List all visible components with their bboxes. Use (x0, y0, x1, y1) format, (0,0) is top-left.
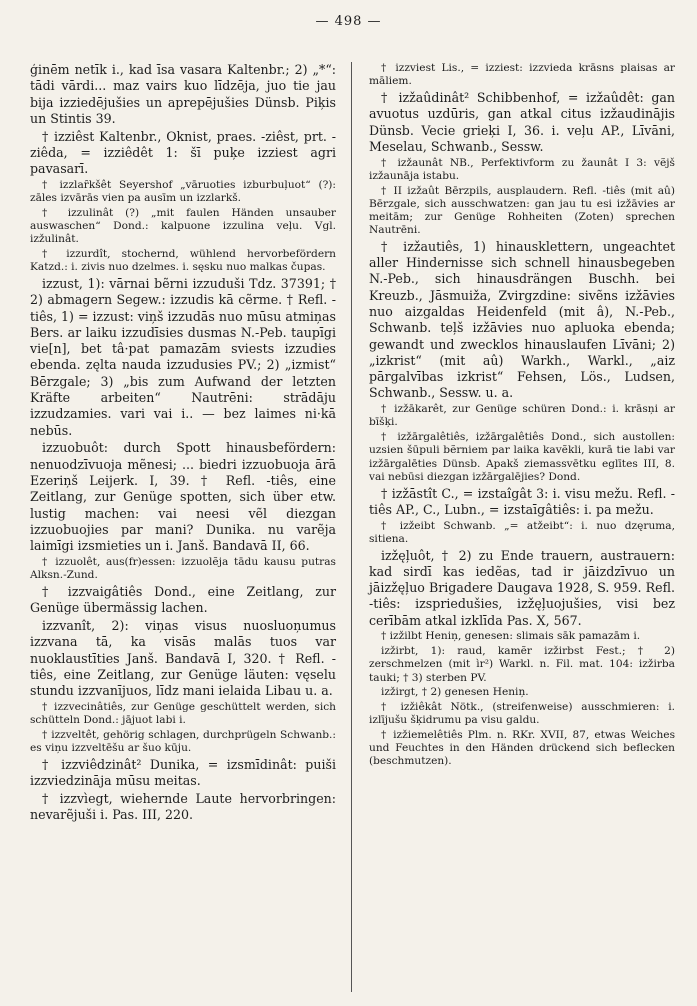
dictionary-entry: † izzvaigâtiês Dond., eine Zeitlang, zur Genüge übermässig lachen. (30, 583, 336, 616)
dictionary-entry: † izžautiês, 1) hinausklettern, ungeachtet aller Hindernisse sich schnell hinausbegeben N.-Peb., sich hinausdrängen Buschh. bei Kreuzb., Jāsmuiža, Zvirgzdine: sivẽns izžāvies nuo aizgaldas Heidenfeld (mit â), N.-Peb., Schwanb. teļš izžāvies nuo apluoka ebenda; gewandt und zwecklos hinauslaufen Līvāni; 2) „izkrist“ (mit aû) Warkh., Warkl., „aiz pārgalvības izkrist“ Fehsen, Lös., Ludsen, Schwanb., Sessw. u. a. (369, 238, 675, 401)
dictionary-entry: izzvanît, 2): viņas visus nuosluoņumus izzvana tā, ka visās malās tuos var nuoklaustīties Janš. Bandavā I, 320. † Refl. -tiês, eine Zeitlang, zur Genüge läuten: vęselu stundu izzvanījuos, līdz mani ielaida Libau u. a. (30, 618, 336, 699)
dictionary-entry: izzuobuôt: durch Spott hinausbefördern: nenuodzīvuoja mẽnesi; ... biedri izzuobuoja ārā Ezeriņš Leijerk. I, 39. † Refl. -tiês, eine Zeitlang, zur Genüge spotten, sich über etw. lustig machen: vai neesi vẽl diezgan izzuobuojies par mani? Dunika. nu varẽja laimīgi izsmieties un i. Janš. Bandavā II, 66. (30, 440, 336, 554)
page-number: — 498 — (315, 14, 382, 29)
dictionary-entry: † izziêst Kaltenbr., Oknist, praes. -ziêst, prt. -ziêda, = izziêdêt 1: šī puķe izziest agri pavasarī. (30, 128, 336, 177)
dictionary-entry: izžirbt, 1): raud, kamẽr izžirbst Fest.; † 2) zerschmelzen (mit ìr²) Warkl. n. Fil. mat. 104: izžirba tauki; † 3) sterben PV. (369, 645, 675, 684)
dictionary-entry: izžirgt, † 2) genesen Heniņ. (381, 686, 529, 699)
left-column (30, 62, 336, 825)
dictionary-entry: † izžākarêt, zur Genüge schüren Dond.: i. krāsņi ar bīšķi. (369, 403, 675, 429)
dictionary-entry: † izzvecinâtiês, zur Genüge geschüttelt werden, sich schütteln Dond.: jājuot labi i. (30, 701, 336, 727)
dictionary-entry: † izžārgalêtiês, izžārgalêtiês Dond., sich austollen: uzsien šūpuli bẽrniem par laika kavẽkli, kurā tie labi var izžārgalēties Dünsb. Apakš ziemassvētku eglītes III, 8. vai nebūsi diezgan izžārgalējies? Dond. (369, 431, 675, 483)
dictionary-entry: † izzuolêt, aus(fr)essen: izzuolẽja tādu kausu putras Alksn.-Zund. (30, 556, 336, 582)
dictionary-entry: † II izžaût Bērzpils, ausplaudern. Refl. -tiês (mit aû) Bērzgale, sich ausschwatzen: gan jau tu esi izžāvies ar meitām; zur Genüge Rohheiten (Zoten) sprechen Nautrēni. (369, 184, 675, 237)
column-divider (351, 62, 352, 992)
dictionary-entry: † izzviêdzinât² Dunika, = izsmīdinât: puiši izzviedzināja mūsu meitas. (30, 756, 336, 789)
dictionary-entry: † izžiemelêtiês Plm. n. RKr. XVII, 87, etwas Weiches und Feuchtes in den Händen drückend sich beflecken (beschmutzen). (369, 728, 675, 768)
dictionary-entry: izzust, 1): vārnai bẽrni izzuduši Tdz. 37391; † 2) abmagern Segew.: izzudis kā cẽrme. † Refl. -tiês, 1) = izzust: viņš izzudās nuo mūsu atmiņas Bers. ar laiku izzudīsies dusmas N.-Peb. taupīgi vie[n], bet tâ·pat pamazām sviests izzudies ebenda. zęlta nauda izzudusies PV.; 2) „izmist“ Bērzgale; 3) „bis zum Aufwand der letzten Kräfte arbeiten“ Nautrēni: strādāju izzudzamies. vari vai i.. — bez laimes ni·kā nebūs. (30, 276, 336, 438)
dictionary-entry: ģinēm netīk i., kad īsa vasara Kaltenbr.; 2) „*“: tādi vārdi... maz vairs kuo līdzēja, juo tie jau bija izziedējušies un aprepējušies Dünsb. Piķis un Stintis 39. (30, 62, 336, 126)
dictionary-entry: † izžaûdinât² Schibbenhof, = izžaûdêt: gan avuotus uzdūris, gan atkal citus izžaudinājis Dünsb. Vecie grieķi I, 36. i. veļu AP., Līvāni, Meselau, Schwanb., Sessw. (369, 89, 675, 154)
dictionary-entry: † izžilbt Heniņ, genesen: slimais sāk pamazām i. (381, 630, 641, 643)
dictionary-entry: † izzulinât (?) „mit faulen Händen unsauber auswaschen“ Dond.: kalpuone izzulina veļu. Vgl. izžulinât. (30, 206, 336, 246)
dictionary-entry: † izžiêkât Nötk., (streifenweise) ausschmieren: i. izlījušu šķidrumu pa visu galdu. (369, 701, 675, 727)
dictionary-entry: † izžaunât NB., Perfektivform zu žaunât I 3: vẽjš izžaunāja istabu. (369, 156, 675, 182)
right-column (369, 62, 675, 770)
dictionary-entry: † izzvìegt, wiehernde Laute hervorbringen: nevarẽjuši i. Pas. III, 220. (30, 790, 336, 823)
dictionary-entry: † izžeibt Schwanb. „= atžeibt“: i. nuo dzęruma, sitiena. (369, 519, 675, 545)
dictionary-entry: † izzlaȓkšêt Seyershof „vāruoties izburbuļuot“ (?): zāles izvārās vien pa ausīm un izzlarkš. (30, 179, 336, 205)
dictionary-entry: † izzveltêt, gehörig schlagen, durchprügeln Schwanb.: es viņu izzveltēšu ar šuo kūju. (30, 728, 336, 755)
dictionary-entry: † izžāstît C., = izstaîgât 3: i. visu mežu. Refl. -tiês AP., C., Lubn., = izstaīgâtiês: i. pa mežu. (369, 485, 675, 517)
dictionary-entry: † izzurdît, stochernd, wühlend hervorbefördern Katzd.: i. zivis nuo dzelmes. i. sęsku nuo malkas čupas. (30, 248, 336, 274)
dictionary-entry: † izzviest Lis., = izziest: izzvieda krāsns plaisas ar māliem. (369, 62, 675, 88)
dictionary-entry: izžęļuôt, † 2) zu Ende trauern, austrauern: kad sirdī kas iedẽas, tad ir jāizdzīvuo un jāizžęļuo Brigadere Daugava 1928, S. 959. Refl. -tiês: izspriedušies, izžęļuojušies, visi bez cerībām atkal izklīda Pas. X, 567. (369, 547, 675, 628)
